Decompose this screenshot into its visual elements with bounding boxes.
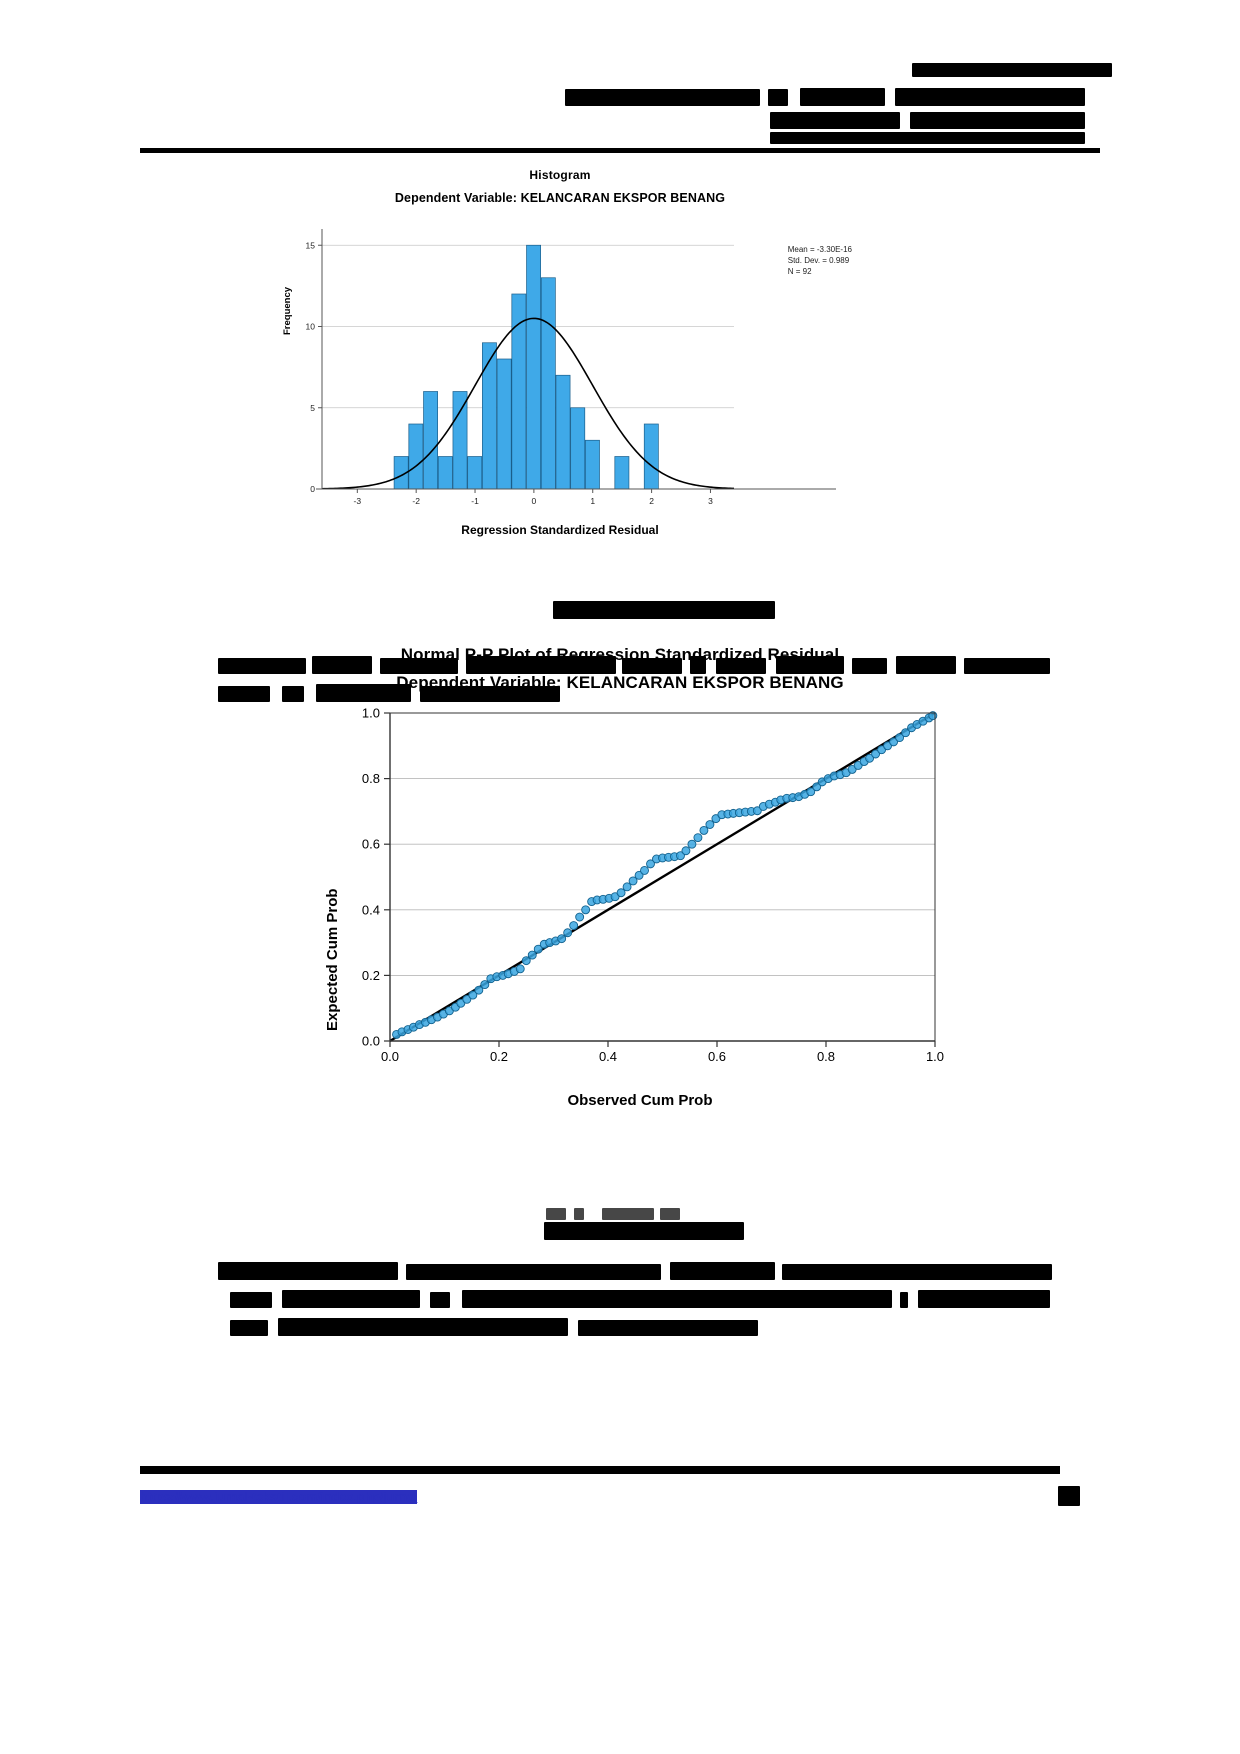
svg-text:15: 15	[305, 240, 315, 251]
svg-text:3: 3	[708, 496, 713, 506]
svg-text:0.2: 0.2	[361, 967, 380, 983]
svg-text:-1: -1	[471, 496, 479, 506]
header-rule	[140, 148, 1100, 153]
histogram-subtitle: Dependent Variable: KELANCARAN EKSPOR BENANG	[394, 191, 726, 205]
histogram-y-axis-label: Frequency	[282, 286, 293, 335]
svg-text:0: 0	[531, 496, 537, 506]
svg-text:0.4: 0.4	[361, 902, 380, 918]
svg-text:0: 0	[310, 484, 315, 494]
svg-text:1.0: 1.0	[361, 705, 380, 721]
svg-text:0.4: 0.4	[598, 1049, 618, 1064]
histogram-svg	[260, 217, 860, 527]
histogram-stat-mean: Mean = -3.30E-16	[787, 245, 852, 254]
histogram-stat-n: N = 92	[787, 266, 812, 276]
svg-text:10: 10	[305, 321, 315, 332]
histogram-plot-area	[260, 217, 860, 527]
histogram-figure	[260, 168, 860, 543]
svg-text:0.8: 0.8	[816, 1049, 836, 1064]
svg-text:0.8: 0.8	[361, 771, 380, 787]
pp-plot-area	[250, 701, 990, 1086]
pp-plot-x-axis-label: Observed Cum Prob	[567, 1092, 713, 1109]
histogram-stat-stddev: Std. Dev. = 0.989	[787, 255, 850, 265]
footer-redacted-right	[1058, 1486, 1080, 1506]
svg-text:0.0: 0.0	[361, 1033, 380, 1049]
svg-text:5: 5	[310, 402, 315, 413]
pp-plot-svg	[250, 701, 990, 1081]
svg-text:1: 1	[590, 496, 596, 506]
pp-plot-y-axis-label: Expected Cum Prob	[324, 888, 341, 1031]
svg-text:0.6: 0.6	[361, 836, 380, 852]
svg-text:2: 2	[649, 496, 654, 506]
svg-text:0.6: 0.6	[707, 1049, 727, 1064]
pp-plot-figure	[250, 645, 990, 1109]
svg-text:-2: -2	[412, 496, 420, 506]
svg-text:-3: -3	[353, 496, 362, 506]
footer-rule	[140, 1466, 1060, 1474]
histogram-stats-annotation	[788, 245, 852, 277]
pp-plot-subtitle: Dependent Variable: KELANCARAN EKSPOR BENANG	[396, 673, 844, 692]
histogram-title: Histogram	[529, 168, 591, 182]
histogram-x-axis-label: Regression Standardized Residual	[461, 523, 659, 537]
footer-journal-link[interactable]: https://www.jurnal-tekstil.com/index.php/jurnal	[140, 1490, 418, 1504]
pp-plot-title: Normal P-P Plot of Regression Standardized Residual	[400, 645, 840, 664]
svg-text:0.2: 0.2	[489, 1049, 509, 1064]
svg-text:0.0: 0.0	[380, 1049, 400, 1064]
svg-text:1.0: 1.0	[925, 1049, 945, 1064]
